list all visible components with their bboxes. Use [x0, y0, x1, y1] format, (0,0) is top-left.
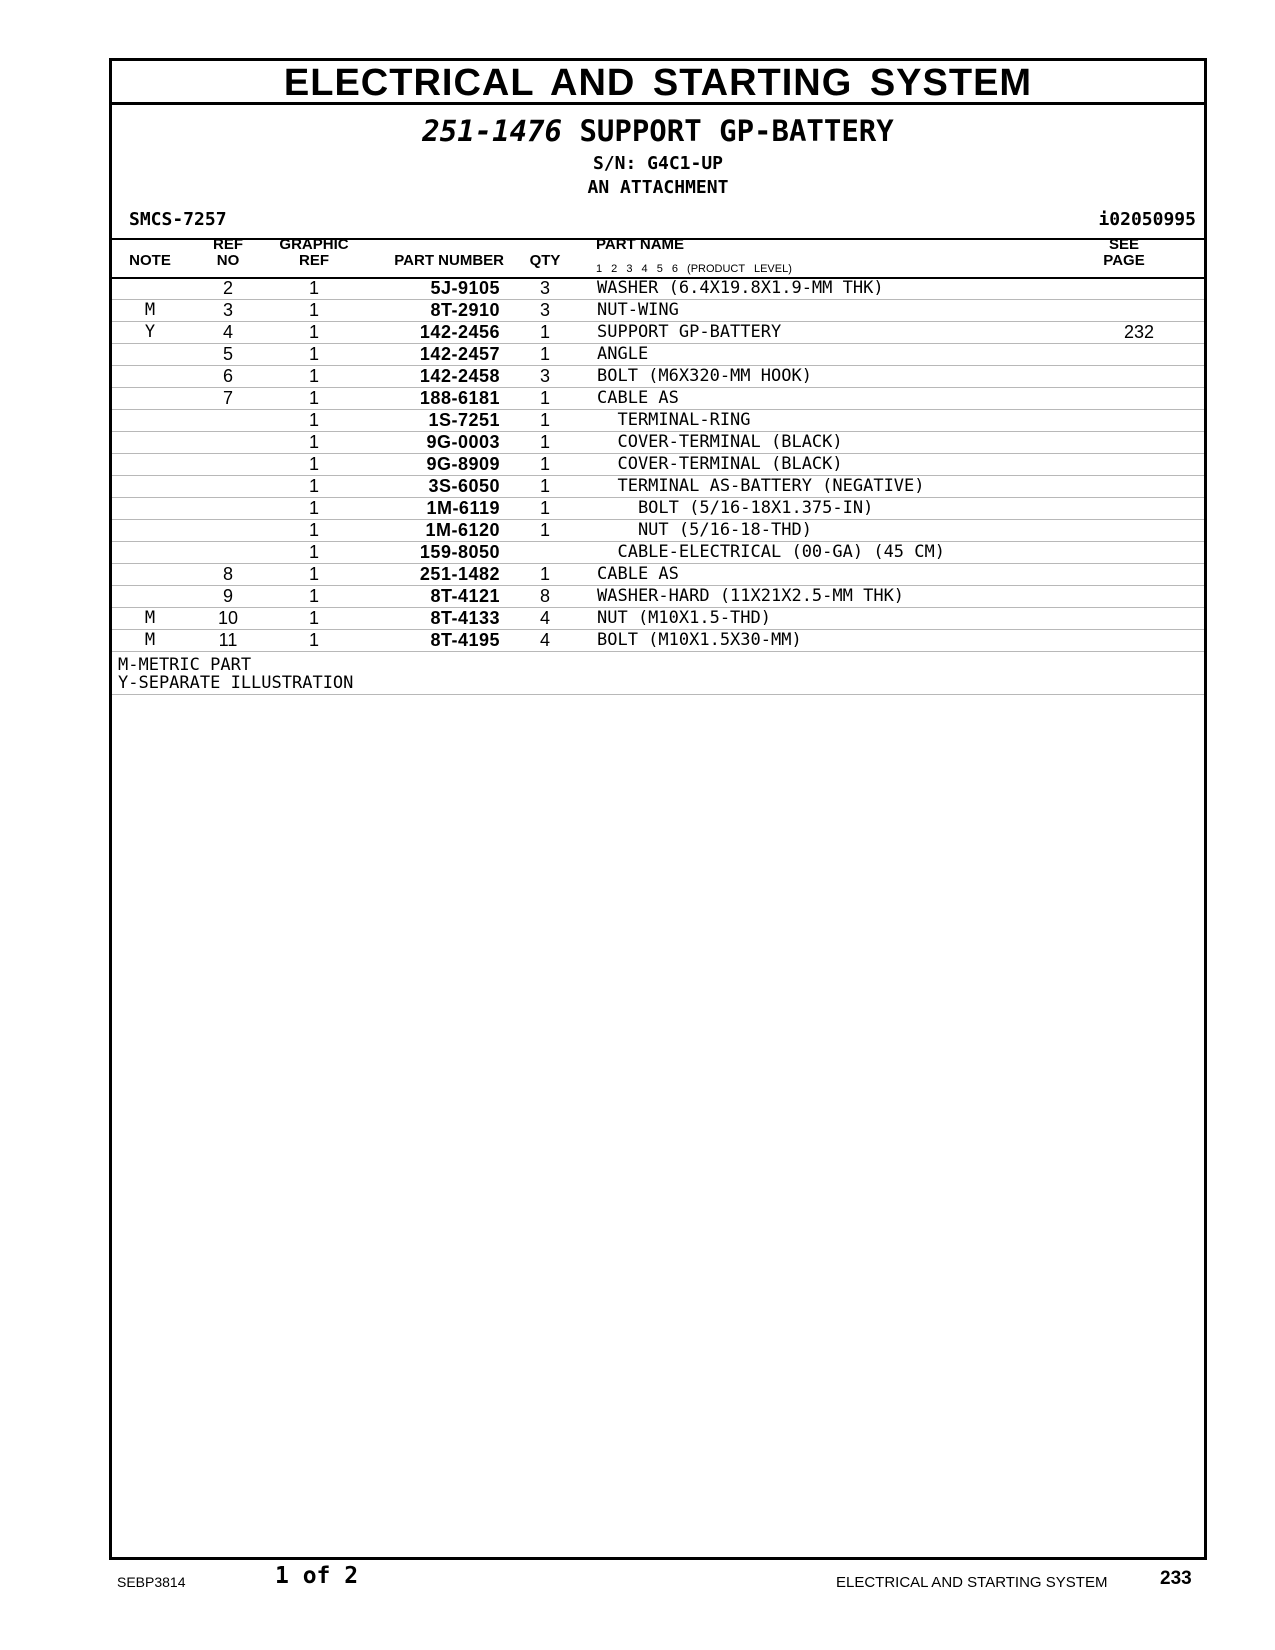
row-qty: 1	[539, 454, 550, 474]
row-ref-no: 5	[222, 344, 233, 364]
row-qty: 1	[539, 564, 550, 584]
row-part-number: 1M-6119	[426, 498, 500, 518]
row-part-name: BOLT (M6X320-MM HOOK)	[597, 366, 812, 386]
row-graphic-ref: 1	[308, 564, 319, 584]
row-part-number: 142-2456	[419, 322, 500, 342]
row-part-name: CABLE AS	[597, 564, 679, 584]
row-qty: 1	[539, 322, 550, 342]
row-note: M	[144, 630, 156, 650]
row-qty: 3	[539, 366, 550, 386]
table-row	[112, 322, 1204, 344]
row-graphic-ref: 1	[308, 344, 319, 364]
group-part-number: 251-1476	[422, 114, 562, 148]
row-graphic-ref: 1	[308, 322, 319, 342]
footer-page-of: 1 of 2	[275, 1563, 359, 1589]
row-part-number: 3S-6050	[428, 476, 500, 496]
table-row	[112, 498, 1204, 520]
row-part-number: 159-8050	[419, 542, 500, 562]
row-part-name: BOLT (5/16-18X1.375-IN)	[597, 498, 874, 518]
table-row	[112, 278, 1204, 300]
col-ref-no: REF NO	[213, 236, 243, 269]
row-part-number: 9G-8909	[426, 454, 500, 474]
row-graphic-ref: 1	[308, 388, 319, 408]
product-levels: 1 2 3 4 5 6 (PRODUCT LEVEL)	[596, 263, 792, 275]
row-ref-no: 9	[222, 586, 233, 606]
col-see-page: SEE PAGE	[1103, 236, 1145, 269]
col-part-number: PART NUMBER	[394, 252, 504, 269]
row-part-name: SUPPORT GP-BATTERY	[597, 322, 782, 342]
note-item: Y-SEPARATE ILLUSTRATION	[118, 673, 354, 693]
row-part-number: 5J-9105	[430, 278, 500, 298]
row-part-name: TERMINAL AS-BATTERY (NEGATIVE)	[597, 476, 925, 496]
table-row	[112, 454, 1204, 476]
row-part-name: COVER-TERMINAL (BLACK)	[597, 432, 843, 452]
row-qty: 1	[539, 498, 550, 518]
footer-page-number: 233	[1160, 1568, 1192, 1589]
row-part-name: BOLT (M10X1.5X30-MM)	[597, 630, 802, 650]
row-part-name: TERMINAL-RING	[597, 410, 751, 430]
row-qty: 1	[539, 344, 550, 364]
section-title: ELECTRICAL AND STARTING SYSTEM	[112, 61, 1204, 105]
row-qty: 3	[539, 278, 550, 298]
row-part-number: 251-1482	[419, 564, 500, 584]
row-graphic-ref: 1	[308, 454, 319, 474]
row-part-number: 9G-0003	[426, 432, 500, 452]
group-heading	[112, 113, 1204, 149]
row-qty: 4	[539, 630, 550, 650]
row-ref-no: 3	[222, 300, 233, 320]
row-see-page: 232	[1123, 322, 1154, 342]
row-note: M	[144, 300, 156, 320]
row-part-name: NUT-WING	[597, 300, 679, 320]
row-graphic-ref: 1	[308, 498, 319, 518]
row-part-name: ANGLE	[597, 344, 649, 364]
group-type: AN ATTACHMENT	[587, 177, 729, 198]
row-graphic-ref: 1	[308, 586, 319, 606]
row-graphic-ref: 1	[308, 630, 319, 650]
row-qty: 1	[539, 410, 550, 430]
row-ref-no: 2	[222, 278, 233, 298]
col-note: NOTE	[129, 252, 171, 269]
row-ref-no: 7	[222, 388, 233, 408]
footer-document-number: SEBP3814	[117, 1574, 186, 1590]
table-row	[112, 388, 1204, 410]
notes-legend	[112, 652, 1204, 695]
row-part-name: WASHER-HARD (11X21X2.5-MM THK)	[597, 586, 905, 606]
row-part-number: 142-2457	[419, 344, 500, 364]
serial-number: S/N: G4C1-UP	[592, 153, 724, 174]
table-row	[112, 476, 1204, 498]
row-graphic-ref: 1	[308, 542, 319, 562]
row-qty: 1	[539, 388, 550, 408]
row-ref-no: 4	[222, 322, 233, 342]
row-ref-no: 8	[222, 564, 233, 584]
row-part-name: WASHER (6.4X19.8X1.9-MM THK)	[597, 278, 884, 298]
parts-table	[112, 278, 1204, 695]
row-part-number: 8T-4195	[430, 630, 500, 650]
note-item: M-METRIC PART	[118, 655, 252, 675]
row-part-number: 8T-4121	[430, 586, 500, 606]
row-qty: 8	[539, 586, 550, 606]
row-note: Y	[144, 322, 156, 342]
row-graphic-ref: 1	[308, 300, 319, 320]
document-id: i02050995	[1098, 209, 1196, 230]
row-graphic-ref: 1	[308, 476, 319, 496]
row-qty: 1	[539, 476, 550, 496]
row-part-number: 1M-6120	[425, 520, 500, 540]
row-graphic-ref: 1	[308, 278, 319, 298]
page-frame	[109, 58, 1207, 1560]
row-qty: 1	[539, 432, 550, 452]
group-name: SUPPORT GP-BATTERY	[579, 114, 894, 148]
row-part-number: 142-2458	[419, 366, 500, 386]
footer-section-title: ELECTRICAL AND STARTING SYSTEM	[836, 1574, 1108, 1591]
col-part-name: PART NAME	[596, 236, 685, 253]
table-row	[112, 586, 1204, 608]
row-qty: 3	[539, 300, 550, 320]
row-qty: 4	[539, 608, 550, 628]
table-row	[112, 300, 1204, 322]
row-part-name: COVER-TERMINAL (BLACK)	[597, 454, 843, 474]
table-row	[112, 608, 1204, 630]
table-row	[112, 366, 1204, 388]
row-graphic-ref: 1	[308, 366, 319, 386]
table-row	[112, 542, 1204, 564]
row-part-name: CABLE-ELECTRICAL (00-GA) (45 CM)	[597, 542, 945, 562]
row-part-number: 1S-7251	[428, 410, 500, 430]
row-part-number: 188-6181	[419, 388, 500, 408]
row-note: M	[144, 608, 156, 628]
row-part-name: NUT (M10X1.5-THD)	[597, 608, 771, 628]
row-part-name: NUT (5/16-18-THD)	[597, 520, 812, 540]
table-row	[112, 630, 1204, 652]
row-graphic-ref: 1	[308, 410, 319, 430]
table-row	[112, 432, 1204, 454]
col-qty: QTY	[529, 252, 561, 269]
row-part-name: CABLE AS	[597, 388, 679, 408]
table-row	[112, 344, 1204, 366]
row-ref-no: 6	[222, 366, 233, 386]
col-graphic-ref: GRAPHIC REF	[279, 236, 349, 269]
table-row	[112, 410, 1204, 432]
row-part-number: 8T-2910	[430, 300, 500, 320]
table-row	[112, 520, 1204, 542]
table-row	[112, 564, 1204, 586]
row-part-number: 8T-4133	[430, 608, 500, 628]
row-graphic-ref: 1	[308, 608, 319, 628]
smcs-code: SMCS-7257	[129, 209, 227, 230]
row-ref-no: 10	[217, 608, 239, 628]
row-graphic-ref: 1	[308, 520, 319, 540]
row-graphic-ref: 1	[308, 432, 319, 452]
row-qty: 1	[539, 520, 550, 540]
row-ref-no: 11	[218, 630, 238, 650]
